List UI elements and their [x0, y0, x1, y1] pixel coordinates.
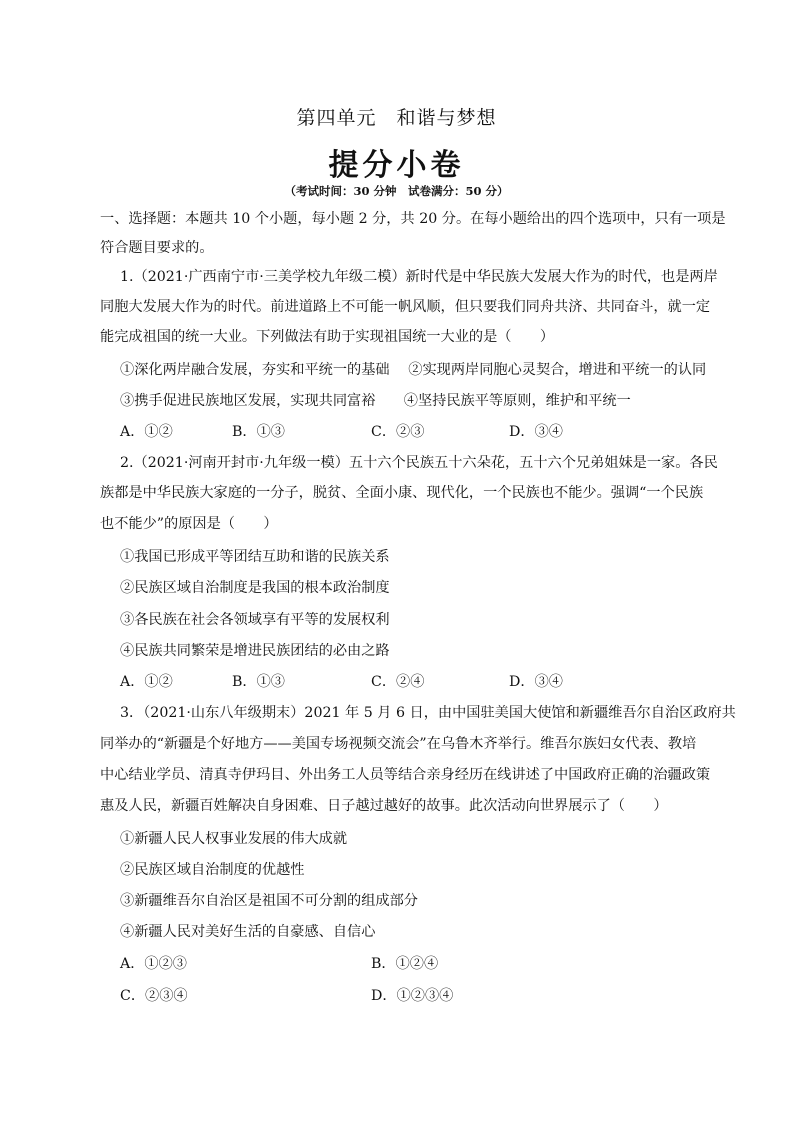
section-instruction-line2: 符合题目要求的。 — [100, 240, 214, 256]
q2-item-1: ①我国已形成平等团结互助和谐的民族关系 — [120, 549, 390, 565]
q2-stem-line2: 族都是中华民族大家庭的一分子，脱贫、全面小康、现代化，一个民族也不能少。强调“一个民族 — [100, 485, 704, 501]
q2-option-d[interactable]: D．③④ — [509, 674, 563, 690]
q3-option-a[interactable]: A．①②③ — [120, 956, 187, 972]
q3-stem-line3: 中心结业学员、清真寺伊玛目、外出务工人员等结合亲身经历在线讲述了中国政府正确的治疆政策 — [100, 767, 711, 783]
q2-stem-line3: 也不能少”的原因是（ ） — [100, 516, 278, 532]
q3-item-3: ③新疆维吾尔自治区是祖国不可分割的组成部分 — [120, 893, 418, 909]
q1-stem-line1: 1.（2021·广西南宁市·三美学校九年级二模）新时代是中华民族大发展大作为的时代，也是两岸 — [120, 269, 718, 285]
q3-stem-line4: 惠及人民，新疆百姓解决自身困难、日子越过越好的故事。此次活动向世界展示了（ ） — [100, 798, 668, 814]
unit-title: 第四单元 和谐与梦想 — [296, 107, 497, 129]
q1-stem-line2: 同胞大发展大作为的时代。前进道路上不可能一帆风顺，但只要我们同舟共济、共同奋斗，就一定 — [100, 299, 711, 315]
q3-item-4: ④新疆人民对美好生活的自豪感、自信心 — [120, 924, 376, 940]
q3-option-c[interactable]: C．②③④ — [120, 988, 188, 1004]
q1-stem-line3: 能完成祖国的统一大业。下列做法有助于实现祖国统一大业的是（ ） — [100, 329, 555, 345]
q3-item-1: ①新疆人民人权事业发展的伟大成就 — [120, 831, 348, 847]
q2-stem-line1: 2.（2021·河南开封市·九年级一模）五十六个民族五十六朵花，五十六个兄弟姐妹是一家。各民 — [120, 455, 718, 471]
q1-option-a[interactable]: A．①② — [120, 424, 173, 440]
q2-item-4: ④民族共同繁荣是增进民族团结的必由之路 — [120, 643, 390, 659]
q1-item-line1: ①深化两岸融合发展，夯实和平统一的基础 ②实现两岸同胞心灵契合，增进和平统一的认同 — [120, 362, 707, 378]
q2-option-c[interactable]: C．②④ — [371, 674, 425, 690]
q2-item-3: ③各民族在社会各领域享有平等的发展权利 — [120, 612, 390, 628]
q1-option-b[interactable]: B．①③ — [232, 424, 285, 440]
q2-option-a[interactable]: A．①② — [120, 674, 173, 690]
q3-option-d[interactable]: D．①②③④ — [371, 988, 454, 1004]
q2-item-2: ②民族区域自治制度是我国的根本政治制度 — [120, 580, 390, 596]
q1-item-line2: ③携手促进民族地区发展，实现共同富裕 ④坚持民族平等原则，维护和平统一 — [120, 393, 631, 409]
q1-option-d[interactable]: D．③④ — [509, 424, 563, 440]
section-instruction-line1: 一、选择题：本题共 10 个小题，每小题 2 分，共 20 分。在每小题给出的四个选项中，只有一项是 — [100, 211, 726, 227]
q3-option-b[interactable]: B．①②④ — [371, 956, 439, 972]
q3-stem-line2: 同举办的“新疆是个好地方——美国专场视频交流会”在乌鲁木齐举行。维吾尔族妇女代表、教培 — [100, 736, 697, 752]
q3-item-2: ②民族区域自治制度的优越性 — [120, 862, 305, 878]
q2-option-b[interactable]: B．①③ — [232, 674, 285, 690]
q1-option-c[interactable]: C．②③ — [371, 424, 425, 440]
q3-stem-line1: 3．（2021·山东八年级期末）2021 年 5 月 6 日，由中国驻美国大使馆和新疆维吾尔自治区政府共 — [120, 705, 736, 721]
exam-info: （考试时间：30 分钟 试卷满分：50 分） — [284, 184, 509, 198]
main-title: 提分小卷 — [328, 148, 465, 183]
